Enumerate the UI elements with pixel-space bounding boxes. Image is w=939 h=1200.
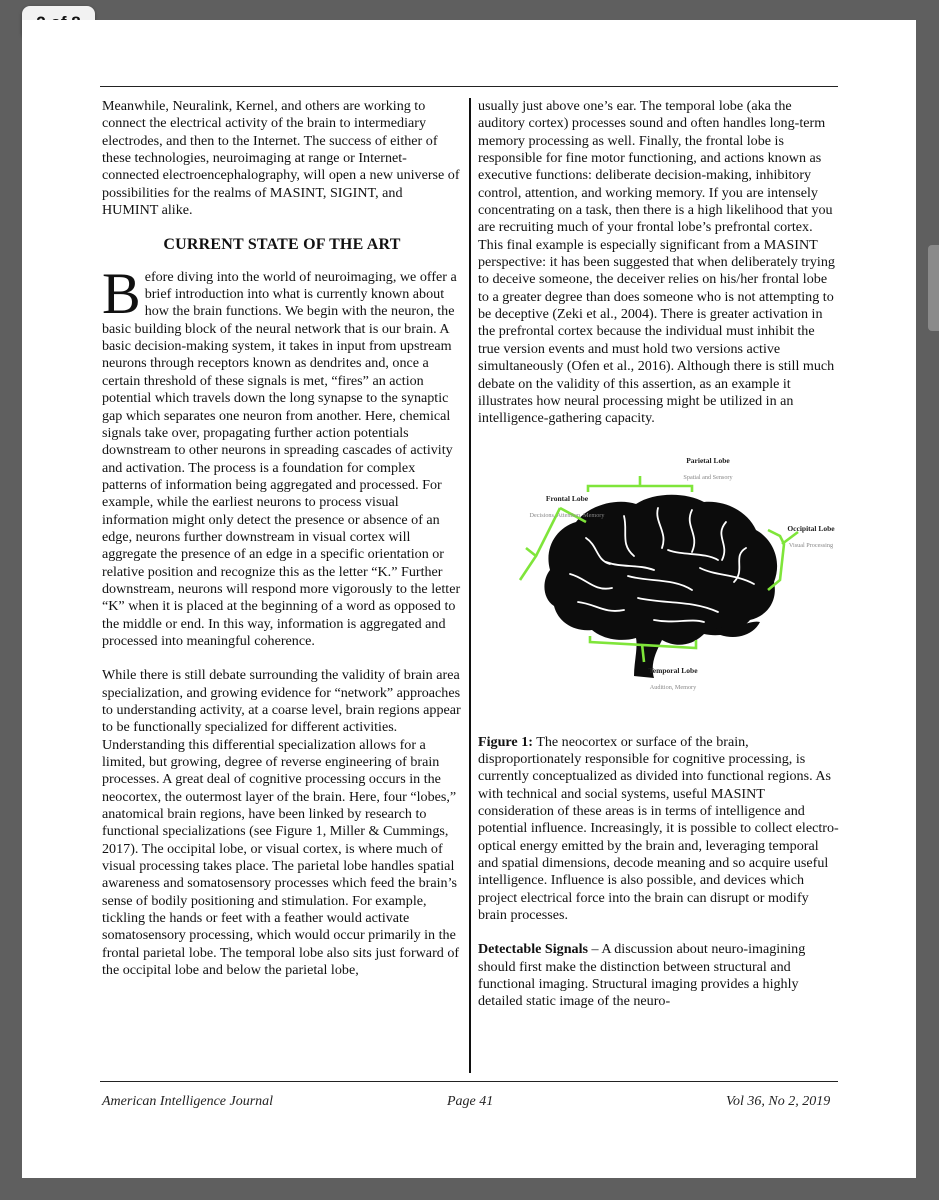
frontal-subtitle: Decisions, Attention, Memory bbox=[529, 511, 605, 519]
frontal-title: Frontal Lobe bbox=[545, 493, 589, 503]
signals-text: – A discussion about neuro-imagining should first make the distinction between structural and functional imaging. Structural imaging provides a highly detailed static image of the neuro- bbox=[478, 941, 806, 1010]
header-rule bbox=[100, 86, 838, 87]
drop-cap: B bbox=[102, 260, 141, 326]
figure-caption bbox=[478, 734, 840, 925]
lobes-paragraph: usually just above one’s ear. The temporal lobe (aka the auditory cortex) processes sound and often handles long-term memory processing as well. Finally, the frontal lobe is responsible for fine motor functioning, and actions known as executive functions: deliberate decision-making, inhibitory control, attention, and working memory. If you are intensely concentrating on a task, then there is a high likelihood that you are recruiting much of your frontal lobe’s prefrontal cortex. This final example is especially significant from a MASINT perspective: it has been suggested that when deliberately trying to deceive someone, the deceiver relies on his/her frontal lobe to a greater degree than does someone who is not attempting to be deceptive (Zeki et al., 2004). There is greater activation in the prefrontal cortex because the individual must inhibit the true version events and must hold two versions active simultaneously (Ofen et al., 2016). Although there is still much debate on the validity of this assertion, as an example it illustrates how neural processing might be utilized in an intelligence-gathering capacity. bbox=[478, 98, 835, 427]
caption-text: The neocortex or surface of the brain, disproportionately responsible for cognitive processing, is currently conceptualized as divided into functional regions. As with technical and social systems, useful MASINT consideration of these areas is in terms of intelligence and potential influence. Increasingly, it is possible to collect electro-optical energy emitted by the brain and, leveraging temporal and spatial dimensions, decode meaning and so acquire useful intelligence. Influence is also possible, and devices which project electrical force into the brain can disrupt or modify brain processes. bbox=[478, 733, 839, 923]
temporal-title: Temporal Lobe bbox=[648, 665, 698, 675]
caption-lead: Figure 1: bbox=[478, 733, 533, 750]
footer-page-number: Page 41 bbox=[447, 1094, 494, 1109]
column-divider bbox=[469, 98, 471, 1073]
document-page bbox=[22, 20, 916, 1178]
right-column bbox=[478, 98, 840, 1011]
brain-figure bbox=[478, 452, 840, 712]
signals-paragraph bbox=[478, 941, 840, 1010]
intro-paragraph: Meanwhile, Neuralink, Kernel, and others are working to connect the electrical activity of the brain to intermediary electrodes, and then to the Internet. The success of either of these technologies, neuroimaging at range or Internet-connected electroencephalography, will open a new universe of possibilities for the realms of MASINT, SIGINT, and HUMINT alike. bbox=[102, 98, 460, 219]
parietal-title: Parietal Lobe bbox=[686, 455, 730, 465]
parietal-subtitle: Spatial and Sensory bbox=[683, 473, 733, 481]
footer-rule bbox=[100, 1081, 838, 1082]
section-heading: CURRENT STATE OF THE ART bbox=[163, 236, 401, 254]
temporal-label bbox=[628, 662, 718, 697]
frontal-label bbox=[512, 490, 622, 525]
scrollbar-thumb[interactable] bbox=[928, 245, 939, 331]
occipital-label bbox=[776, 520, 846, 555]
occipital-subtitle: Visual Processing bbox=[788, 541, 834, 549]
temporal-subtitle: Audition, Memory bbox=[649, 683, 697, 691]
neuron-paragraph bbox=[102, 260, 462, 651]
footer-journal: American Intelligence Journal bbox=[102, 1094, 274, 1109]
neuron-paragraph-text: efore diving into the world of neuroimaging, we offer a brief introduction into what is currently known about how the brain functions. We begin with the neuron, the basic building block of the neural network that is our brain. A basic decision-making system, it takes in input from upstream neurons through receptors known as dendrites and, once a certain threshold of these signals is met, “fires” an action potential which travels down the long synapse to the synaptic gap which separates one neuron from another. Here, chemical signals take over, propagating further action potentials downstream to other neurons in spreading cascades of activity and activation. The process is a foundation for complex patterns of information being aggregated and processed. For example, while the earliest neurons to process visual information might only detect the presence or absence of an edge, neurons further downstream in visual cortex will aggregate the presence of an edge in a specific orientation or relative position and recognize this as the letter “K.” Further downstream, neurons will respond more vigorously to the letter “K” when it is placed at the beginning of a word as opposed to the middle or end. In this way, information is aggregated and processed into meaningful coherence. bbox=[102, 268, 461, 649]
signals-lead: Detectable Signals bbox=[478, 941, 588, 958]
parietal-label bbox=[653, 452, 763, 487]
footer-volume: Vol 36, No 2, 2019 bbox=[726, 1094, 831, 1109]
occipital-title: Occipital Lobe bbox=[787, 523, 835, 533]
left-column bbox=[102, 98, 462, 980]
specialization-paragraph: While there is still debate surrounding the validity of brain area specialization, and growing evidence for “network” approaches to understanding activity, at a coarse level, brain regions appear to be functionally specialized for different activities. Understanding this differential specialization allows for a limited, but growing, degree of reverse engineering of brain processes. A great deal of cognitive processing occurs in the neocortex, the outermost layer of the brain. Here, four “lobes,” anatomical brain regions, have been linked by research to functional specializations (see Figure 1, Miller & Cummings, 2017). The occipital lobe, or visual cortex, is where much of visual processing takes place. The parietal lobe handles spatial awareness and somatosensory processes which feed the brain’s sense of bodily positioning and stimulation. For example, tickling the hands or feet with a feather would activate somatosensory processing, which would occur primarily in the frontal parietal lobe. The temporal lobe also sits just forward of the occipital lobe and below the parietal lobe, bbox=[102, 667, 461, 979]
